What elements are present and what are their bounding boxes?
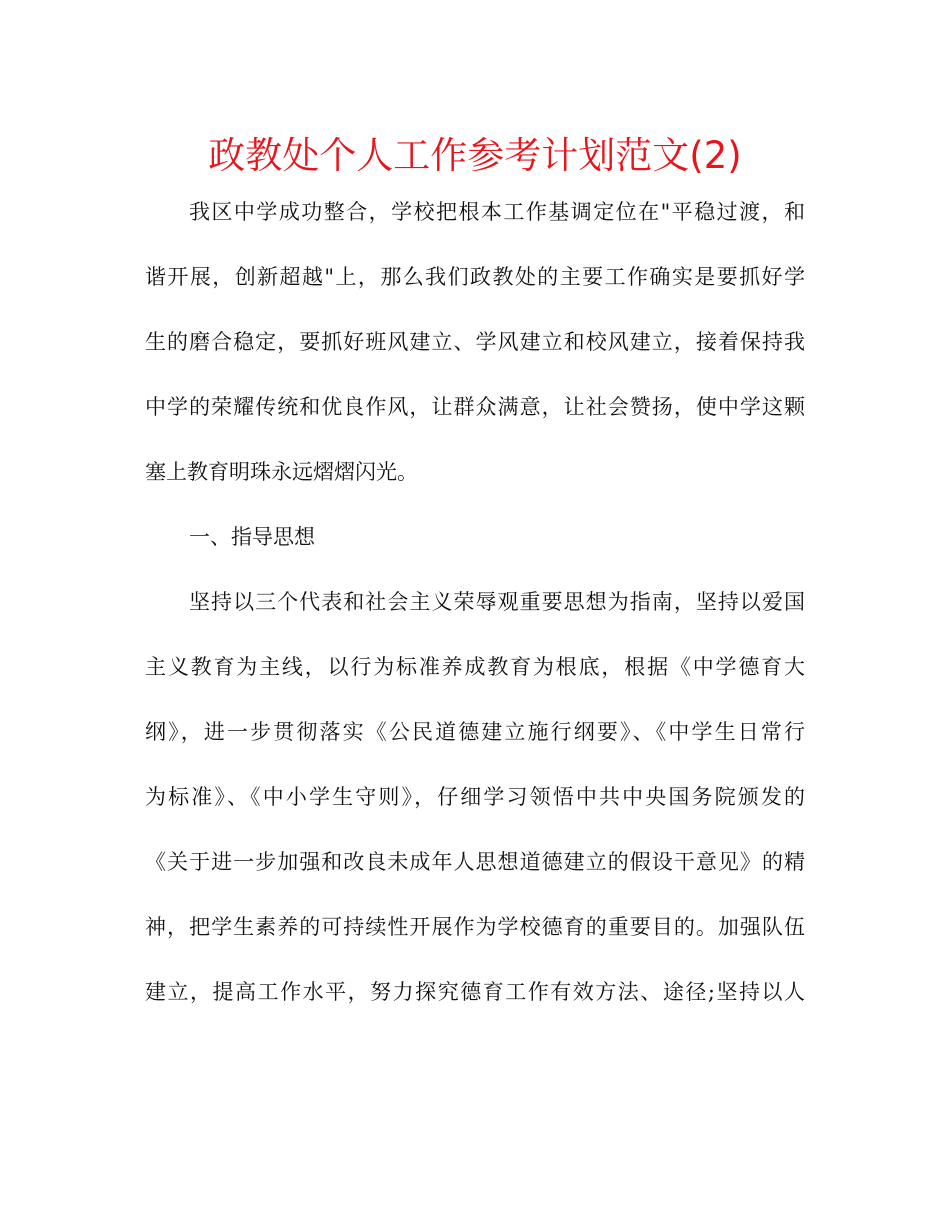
text-line: 坚持以三个代表和社会主义荣辱观重要思想为指南，坚持以爱国 — [189, 590, 805, 614]
heading-guiding-ideology: 一、指导思想 — [189, 525, 315, 549]
text-line: 建立，提高工作水平，努力探究德育工作有效方法、途径;坚持以人 — [145, 980, 805, 1004]
text-line: 《关于进一步加强和改良未成年人思想道德建立的假设干意见》的精 — [145, 850, 805, 874]
text-line: 神，把学生素养的可持续性开展作为学校德育的重要目的。加强队伍 — [145, 915, 805, 939]
text-line: 为标准》、《中小学生守则》，仔细学习领悟中共中央国务院颁发的 — [145, 785, 805, 809]
paragraph-guiding-ideology — [145, 570, 805, 1025]
section-heading — [145, 505, 805, 570]
text-line: 主义教育为主线，以行为标准养成教育为根底，根据《中学德育大 — [145, 655, 805, 679]
text-line: 中学的荣耀传统和优良作风，让群众满意，让社会赞扬，使中学这颗 — [145, 395, 805, 419]
text-line: 生的磨合稳定，要抓好班风建立、学风建立和校风建立，接着保持我 — [145, 330, 805, 354]
text-line: 塞上教育明珠永远熠熠闪光。 — [145, 460, 418, 484]
text-line: 谐开展，创新超越"上，那么我们政教处的主要工作确实是要抓好学 — [145, 265, 805, 289]
text-line: 纲》，进一步贯彻落实《公民道德建立施行纲要》、《中学生日常行 — [145, 720, 805, 744]
document-title: 政教处个人工作参考计划范文(2) — [208, 134, 742, 177]
text-line: 我区中学成功整合，学校把根本工作基调定位在"平稳过渡，和 — [189, 200, 805, 224]
document-body — [145, 180, 805, 1025]
paragraph-intro — [145, 180, 805, 505]
